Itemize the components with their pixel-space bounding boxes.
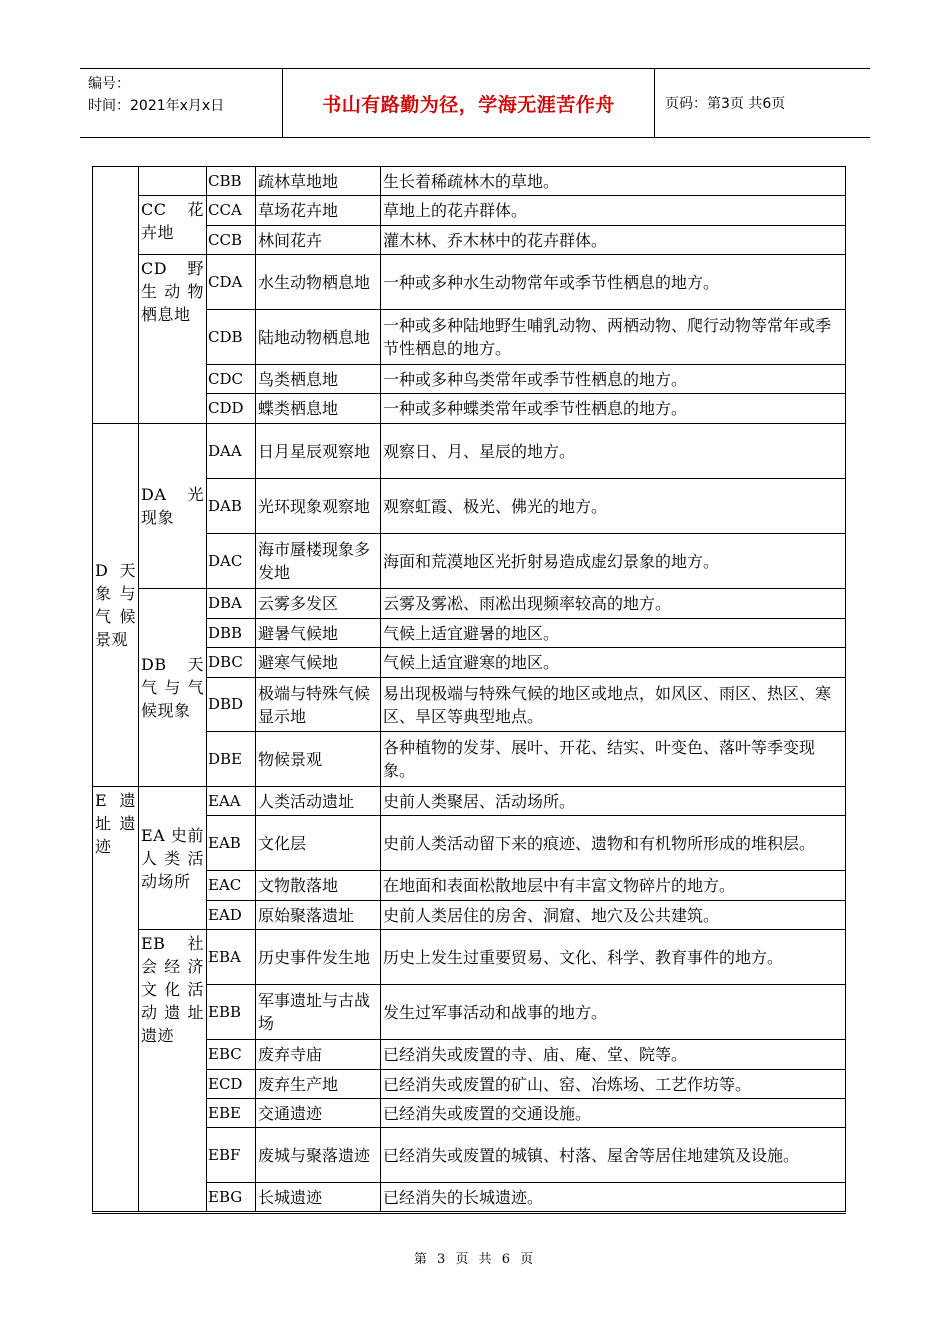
- name-cell: 日月星辰观察地: [256, 424, 381, 479]
- main-class-cell-d: D 天象与气候景观: [93, 424, 139, 787]
- name-cell: 长城遗迹: [256, 1183, 381, 1213]
- name-cell: 林间花卉: [256, 226, 381, 255]
- name-cell: 军事遗址与古战场: [256, 985, 381, 1040]
- code-cell: CDD: [207, 394, 256, 424]
- desc-cell: 一种或多种陆地野生哺乳动物、两栖动物、爬行动物等常年或季节性栖息的地方。: [381, 310, 846, 365]
- desc-cell: 在地面和表面松散地层中有丰富文物碎片的地方。: [381, 871, 846, 901]
- classification-table: [92, 166, 846, 1214]
- desc-cell: 一种或多种蝶类常年或季节性栖息的地方。: [381, 394, 846, 424]
- desc-cell: 海面和荒漠地区光折射易造成虚幻景象的地方。: [381, 534, 846, 589]
- desc-cell: 发生过军事活动和战事的地方。: [381, 985, 846, 1040]
- code-cell: EBA: [207, 930, 256, 985]
- code-cell: EAA: [207, 787, 256, 816]
- code-cell: CCB: [207, 226, 256, 255]
- name-cell: 极端与特殊气候显示地: [256, 678, 381, 732]
- code-cell: EAB: [207, 816, 256, 871]
- code-cell: EBC: [207, 1040, 256, 1070]
- name-cell: 草场花卉地: [256, 196, 381, 226]
- desc-cell: 观察虹霞、极光、佛光的地方。: [381, 479, 846, 534]
- sub-class-cell-ea: EA 史前人类活动场所: [139, 787, 207, 930]
- name-cell: 陆地动物栖息地: [256, 310, 381, 365]
- desc-cell: 已经消失或废置的城镇、村落、屋舍等居住地建筑及设施。: [381, 1128, 846, 1183]
- name-cell: 蝶类栖息地: [256, 394, 381, 424]
- code-cell: DBB: [207, 619, 256, 648]
- desc-cell: 易出现极端与特殊气候的地区或地点，如风区、雨区、热区、寒区、旱区等典型地点。: [381, 678, 846, 732]
- name-cell: 云雾多发区: [256, 589, 381, 619]
- desc-cell: 气候上适宜避寒的地区。: [381, 648, 846, 678]
- code-cell: EAD: [207, 901, 256, 930]
- desc-cell: 各种植物的发芽、展叶、开花、结实、叶变色、落叶等季变现象。: [381, 732, 846, 787]
- code-cell: CDB: [207, 310, 256, 365]
- name-cell: 光环现象观察地: [256, 479, 381, 534]
- sub-class-cell-cc: CC 花卉地: [139, 196, 207, 255]
- code-cell: DAC: [207, 534, 256, 589]
- name-cell: 原始聚落遗址: [256, 901, 381, 930]
- code-cell: DAB: [207, 479, 256, 534]
- desc-cell: 一种或多种鸟类常年或季节性栖息的地方。: [381, 365, 846, 394]
- code-cell: EAC: [207, 871, 256, 901]
- name-cell: 废弃寺庙: [256, 1040, 381, 1070]
- code-cell: EBE: [207, 1099, 256, 1128]
- page-header: [80, 68, 870, 138]
- code-cell: DAA: [207, 424, 256, 479]
- code-cell: ECD: [207, 1070, 256, 1099]
- classification-table-wrapper: [92, 166, 846, 1214]
- code-cell: CCA: [207, 196, 256, 226]
- desc-cell: 生长着稀疏林木的草地。: [381, 167, 846, 196]
- header-slogan-cell: [283, 69, 655, 137]
- table-row: [93, 589, 846, 619]
- name-cell: 物候景观: [256, 732, 381, 787]
- name-cell: 海市蜃楼现象多发地: [256, 534, 381, 589]
- sub-class-cell-cb: [139, 167, 207, 196]
- sub-class-cell-db: DB 天气与气候现象: [139, 589, 207, 787]
- name-cell: 历史事件发生地: [256, 930, 381, 985]
- desc-cell: 灌木林、乔木林中的花卉群体。: [381, 226, 846, 255]
- name-cell: 文物散落地: [256, 871, 381, 901]
- desc-cell: 云雾及雾凇、雨凇出现频率较高的地方。: [381, 589, 846, 619]
- desc-cell: 草地上的花卉群体。: [381, 196, 846, 226]
- code-cell: EBB: [207, 985, 256, 1040]
- code-cell: CDA: [207, 255, 256, 310]
- name-cell: 废弃生产地: [256, 1070, 381, 1099]
- sub-class-cell-eb: EB 社会经济文化活动遗址遗迹: [139, 930, 207, 1213]
- document-number-label: 编号：: [88, 76, 130, 92]
- code-cell: CDC: [207, 365, 256, 394]
- table-row: [93, 255, 846, 310]
- code-cell: EBF: [207, 1128, 256, 1183]
- desc-cell: 已经消失的长城遗迹。: [381, 1183, 846, 1213]
- table-row: [93, 930, 846, 985]
- name-cell: 疏林草地地: [256, 167, 381, 196]
- name-cell: 避寒气候地: [256, 648, 381, 678]
- name-cell: 交通遗迹: [256, 1099, 381, 1128]
- table-row: [93, 787, 846, 816]
- code-cell: DBD: [207, 678, 256, 732]
- sub-class-cell-da: DA 光现象: [139, 424, 207, 589]
- header-page-number: 页码：第3页 共6页: [665, 96, 786, 112]
- table-row: [93, 196, 846, 226]
- name-cell: 废城与聚落遗迹: [256, 1128, 381, 1183]
- desc-cell: 史前人类活动留下来的痕迹、遗物和有机物所形成的堆积层。: [381, 816, 846, 871]
- desc-cell: 已经消失或废置的矿山、窑、冶炼场、工艺作坊等。: [381, 1070, 846, 1099]
- name-cell: 鸟类栖息地: [256, 365, 381, 394]
- desc-cell: 已经消失或废置的交通设施。: [381, 1099, 846, 1128]
- desc-cell: 史前人类居住的房舍、洞窟、地穴及公共建筑。: [381, 901, 846, 930]
- desc-cell: 观察日、月、星辰的地方。: [381, 424, 846, 479]
- code-cell: EBG: [207, 1183, 256, 1213]
- table-row: [93, 424, 846, 479]
- name-cell: 文化层: [256, 816, 381, 871]
- desc-cell: 史前人类聚居、活动场所。: [381, 787, 846, 816]
- table-row: [93, 167, 846, 196]
- code-cell: DBA: [207, 589, 256, 619]
- header-meta: [80, 69, 283, 137]
- desc-cell: 一种或多种水生动物常年或季节性栖息的地方。: [381, 255, 846, 310]
- name-cell: 水生动物栖息地: [256, 255, 381, 310]
- name-cell: 人类活动遗址: [256, 787, 381, 816]
- code-cell: DBE: [207, 732, 256, 787]
- page-footer: 第 3 页 共 6 页: [413, 1252, 537, 1267]
- main-class-cell-e: E 遗址遗迹: [93, 787, 139, 1213]
- sub-class-cell-cd: CD 野生动物栖息地: [139, 255, 207, 424]
- code-cell: CBB: [207, 167, 256, 196]
- header-slogan: 书山有路勤为径，学海无涯苦作舟: [322, 93, 615, 116]
- main-class-cell-c: [93, 167, 139, 424]
- document-time-label: 时间：2021年x月x日: [88, 98, 225, 114]
- desc-cell: 历史上发生过重要贸易、文化、科学、教育事件的地方。: [381, 930, 846, 985]
- desc-cell: 气候上适宜避暑的地区。: [381, 619, 846, 648]
- name-cell: 避暑气候地: [256, 619, 381, 648]
- code-cell: DBC: [207, 648, 256, 678]
- desc-cell: 已经消失或废置的寺、庙、庵、堂、院等。: [381, 1040, 846, 1070]
